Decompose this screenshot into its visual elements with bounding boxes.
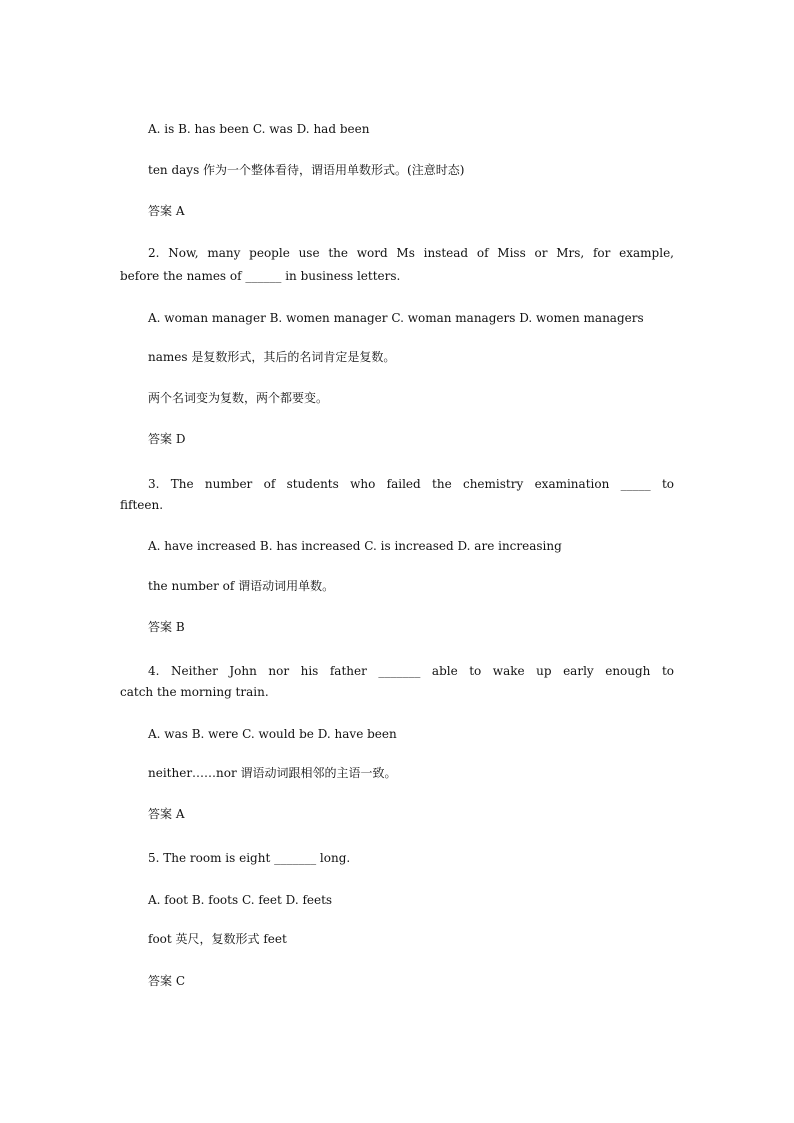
- q5-question: 5. The room is eight _______ long.: [148, 851, 351, 865]
- q3-answer: 答案 B: [148, 620, 185, 634]
- q3-question-line1: 3. The number of students who failed the chemistry examination _____ to: [148, 477, 674, 491]
- q2-options: A. woman manager B. women manager C. woman managers D. women managers: [148, 311, 644, 325]
- q4-explanation: neither……nor 谓语动词跟相邻的主语一致。: [148, 766, 397, 780]
- q4-options: A. was B. were C. would be D. have been: [148, 727, 397, 741]
- q4-question-line2: catch the morning train.: [120, 685, 269, 699]
- q3-explanation: the number of 谓语动词用单数。: [148, 579, 335, 593]
- q1-options: A. is B. has been C. was D. had been: [148, 122, 370, 136]
- q4-answer: 答案 A: [148, 807, 185, 821]
- q2-explanation1: names 是复数形式，其后的名词肯定是复数。: [148, 350, 396, 364]
- q5-explanation: foot 英尺，复数形式 feet: [148, 932, 287, 946]
- q5-options: A. foot B. foots C. feet D. feets: [148, 893, 333, 907]
- q2-explanation2: 两个名词变为复数，两个都要变。: [148, 391, 329, 405]
- q4-question-line1: 4. Neither John nor his father _______ able to wake up early enough to: [148, 664, 674, 678]
- q1-explanation: ten days 作为一个整体看待，谓语用单数形式。(注意时态): [148, 163, 465, 177]
- q3-options: A. have increased B. has increased C. is increased D. are increasing: [148, 539, 562, 553]
- q2-answer: 答案 D: [148, 432, 186, 446]
- q2-question-line1: 2. Now, many people use the word Ms instead of Miss or Mrs, for example,: [148, 246, 674, 260]
- q3-question-line2: fifteen.: [120, 498, 164, 512]
- q5-answer: 答案 C: [148, 974, 185, 988]
- q2-question-line2: before the names of ______ in business letters.: [120, 269, 401, 283]
- q1-answer: 答案 A: [148, 204, 185, 218]
